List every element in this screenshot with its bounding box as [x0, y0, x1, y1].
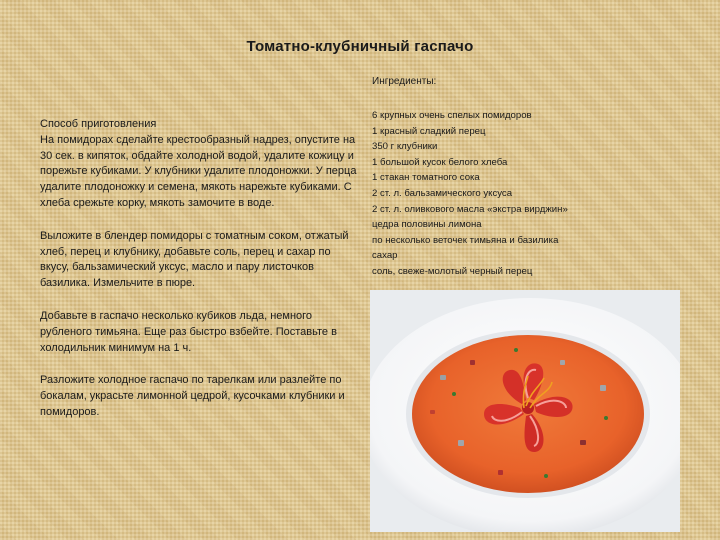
ingredient-item: 1 красный сладкий перец: [372, 125, 486, 137]
ingredients-list: [372, 108, 568, 280]
ingredient-item: соль, свеже-молотый черный перец: [372, 265, 533, 277]
gazpacho-plate-illustration: [370, 290, 680, 532]
ingredient-item: 6 крупных очень спелых помидоров: [372, 110, 532, 121]
method-step-4: Разложите холодное гаспачо по тарелкам или разлейте по бокалам, украсьте лимонной цедрой, кусочками клубники и помидоров.: [40, 374, 345, 418]
method-step-2: Выложите в блендер помидоры с томатным соком, отжатый хлеб, перец и клубнику, добавьте соль, перец и сахар по вкусу, бальзамический уксус, масло и пару листочков базилика. Измельчите в пюре.: [40, 229, 349, 290]
ingredient-item: 2 ст. л. бальзамического уксуса: [372, 187, 513, 199]
gazpacho-photo: [370, 290, 680, 532]
ingredients-header: Ингредиенты:: [372, 76, 437, 87]
method-step-1: На помидорах сделайте крестообразный надрез, опустите на 30 сек. в кипяток, обдайте холодной водой, удалите кожицу и порежьте кубиками. У клубники удалите плодоножки. У перца удалите плодоножку и семена, мякоть нарежьте кубиками. С хлеба срежьте корку, мякоть замочите в воде.: [40, 133, 357, 209]
method-step-3: Добавьте в гаспачо несколько кубиков льда, немного рубленого тимьяна. Еще раз быстро взбейте. Поставьте в холодильник минимум на 1 ч.: [40, 309, 337, 354]
ingredient-item: 1 большой кусок белого хлеба: [372, 156, 508, 168]
ingredient-item: 1 стакан томатного сока: [372, 172, 480, 184]
ingredient-item: цедра половины лимона: [372, 219, 482, 231]
ingredient-item: 350 г клубники: [372, 141, 438, 153]
method-header: Способ приготовления: [40, 118, 157, 130]
ingredient-item: сахар: [372, 250, 398, 262]
method-section: [40, 117, 360, 438]
recipe-title: Томатно-клубничный гаспачо: [246, 38, 474, 55]
ingredient-item: 2 ст. л. оливкового масла «экстра вирджин»: [372, 203, 568, 215]
ingredient-item: по несколько веточек тимьяна и базилика: [372, 234, 559, 246]
